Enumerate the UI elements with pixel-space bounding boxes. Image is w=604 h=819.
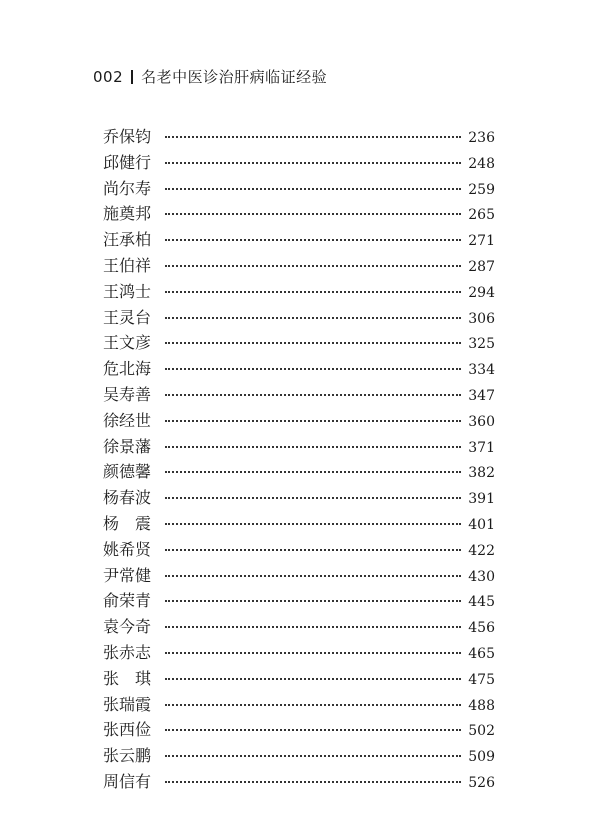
toc-dot-leader xyxy=(165,703,461,706)
toc-entry[interactable] xyxy=(103,511,495,537)
toc-entry-name: 周信有 xyxy=(103,771,152,791)
toc-entry-page: 371 xyxy=(468,439,495,456)
toc-entry-page: 248 xyxy=(468,155,495,172)
toc-entry-page: 502 xyxy=(468,723,495,740)
toc-entry-name: 张赤志 xyxy=(103,642,152,662)
toc-entry[interactable] xyxy=(103,356,495,382)
toc-entry[interactable] xyxy=(103,382,495,408)
toc-dot-leader xyxy=(165,599,461,602)
toc-dot-leader xyxy=(165,290,461,293)
toc-entry-page: 509 xyxy=(468,749,495,766)
header-book-title: 名老中医诊治肝病临证经验 xyxy=(141,68,328,86)
toc-dot-leader xyxy=(165,677,461,680)
toc-entry-page: 488 xyxy=(468,697,495,714)
toc-entry[interactable] xyxy=(103,434,495,460)
toc-dot-leader xyxy=(165,522,461,525)
toc-entry[interactable] xyxy=(103,640,495,666)
toc-entry-name: 危北海 xyxy=(103,359,152,379)
toc-entry[interactable] xyxy=(103,537,495,563)
toc-entry-name: 张瑞霞 xyxy=(103,694,152,714)
toc-entry[interactable] xyxy=(103,769,495,795)
toc-entry-name: 杨春波 xyxy=(103,488,152,508)
toc-entry-page: 360 xyxy=(468,413,495,430)
toc-entry-page: 526 xyxy=(468,774,495,791)
toc-entry-name: 姚希贤 xyxy=(103,539,152,559)
toc-dot-leader xyxy=(165,625,461,628)
toc-entry[interactable] xyxy=(103,563,495,589)
toc-entry-page: 382 xyxy=(468,465,495,482)
toc-entry-page: 430 xyxy=(468,568,495,585)
toc-entry[interactable] xyxy=(103,717,495,743)
toc-entry-page: 265 xyxy=(468,207,495,224)
toc-entry-name: 徐景藩 xyxy=(103,436,152,456)
toc-entry-page: 445 xyxy=(468,594,495,611)
toc-dot-leader xyxy=(165,161,461,164)
header-page-number: 002 xyxy=(93,67,124,86)
toc-dot-leader xyxy=(165,548,461,551)
toc-entry-name: 颜德馨 xyxy=(103,462,152,482)
toc-dot-leader xyxy=(165,316,461,319)
toc-entry-name: 王鸿士 xyxy=(103,281,152,301)
toc-entry-name: 邱健行 xyxy=(103,152,152,172)
toc-entry[interactable] xyxy=(103,485,495,511)
toc-entry-page: 271 xyxy=(468,233,495,250)
toc-entry-page: 422 xyxy=(468,542,495,559)
toc-entry[interactable] xyxy=(103,330,495,356)
toc-entry-page: 306 xyxy=(468,310,495,327)
toc-entry-name: 乔保钧 xyxy=(103,127,152,146)
toc-entry[interactable] xyxy=(103,614,495,640)
toc-entry[interactable] xyxy=(103,692,495,718)
toc-entry-page: 334 xyxy=(468,362,495,379)
toc-entry-name: 尚尔寿 xyxy=(103,178,152,198)
toc-entry-page: 391 xyxy=(468,491,495,508)
toc-entry-name: 王文彦 xyxy=(103,333,152,353)
toc-entry-name: 张云鹏 xyxy=(103,746,152,766)
toc-dot-leader xyxy=(165,574,461,577)
toc-dot-leader xyxy=(165,754,461,757)
toc-dot-leader xyxy=(165,419,461,422)
toc-entry-name: 徐经世 xyxy=(103,410,152,430)
toc-dot-leader xyxy=(165,651,461,654)
toc-entry-name: 袁今奇 xyxy=(103,617,152,637)
toc-entry[interactable] xyxy=(103,459,495,485)
toc-dot-leader xyxy=(165,212,461,215)
toc-entry[interactable] xyxy=(103,743,495,769)
toc-dot-leader xyxy=(165,470,461,473)
toc-entry-page: 347 xyxy=(468,387,495,404)
header-separator xyxy=(131,70,133,84)
toc-entry-page: 259 xyxy=(468,181,495,198)
toc-entry[interactable] xyxy=(103,124,495,150)
toc-entry[interactable] xyxy=(103,588,495,614)
toc-dot-leader xyxy=(165,445,461,448)
toc-entry-page: 287 xyxy=(468,258,495,275)
toc-entry-page: 294 xyxy=(468,284,495,301)
toc-entry-name: 杨 震 xyxy=(103,513,152,533)
toc-entry[interactable] xyxy=(103,279,495,305)
toc-entry-page: 401 xyxy=(468,516,495,533)
table-of-contents xyxy=(103,124,495,795)
toc-entry-name: 张西俭 xyxy=(103,720,152,740)
toc-dot-leader xyxy=(165,393,461,396)
toc-dot-leader xyxy=(165,187,461,190)
toc-dot-leader xyxy=(165,264,461,267)
running-header xyxy=(93,66,327,87)
toc-entry-name: 俞荣青 xyxy=(103,591,152,611)
toc-entry-name: 王伯祥 xyxy=(103,255,152,275)
toc-dot-leader xyxy=(165,367,461,370)
toc-entry[interactable] xyxy=(103,666,495,692)
toc-entry-page: 236 xyxy=(468,130,495,146)
toc-dot-leader xyxy=(165,135,461,138)
toc-entry-page: 475 xyxy=(468,671,495,688)
toc-entry-name: 施奠邦 xyxy=(103,204,152,224)
toc-entry-name: 尹常健 xyxy=(103,565,152,585)
toc-entry[interactable] xyxy=(103,227,495,253)
toc-dot-leader xyxy=(165,728,461,731)
toc-entry-name: 汪承柏 xyxy=(103,230,152,250)
toc-entry[interactable] xyxy=(103,305,495,331)
toc-entry[interactable] xyxy=(103,150,495,176)
toc-entry-name: 张 琪 xyxy=(103,668,152,688)
toc-entry-page: 325 xyxy=(468,336,495,353)
toc-dot-leader xyxy=(165,238,461,241)
toc-dot-leader xyxy=(165,780,461,783)
toc-entry-page: 465 xyxy=(468,645,495,662)
toc-entry-page: 456 xyxy=(468,620,495,637)
toc-dot-leader xyxy=(165,496,461,499)
toc-entry[interactable] xyxy=(103,176,495,202)
toc-entry-name: 王灵台 xyxy=(103,307,152,327)
toc-entry-name: 吴寿善 xyxy=(103,384,152,404)
toc-entry[interactable] xyxy=(103,201,495,227)
toc-dot-leader xyxy=(165,341,461,344)
toc-entry[interactable] xyxy=(103,253,495,279)
toc-entry[interactable] xyxy=(103,408,495,434)
